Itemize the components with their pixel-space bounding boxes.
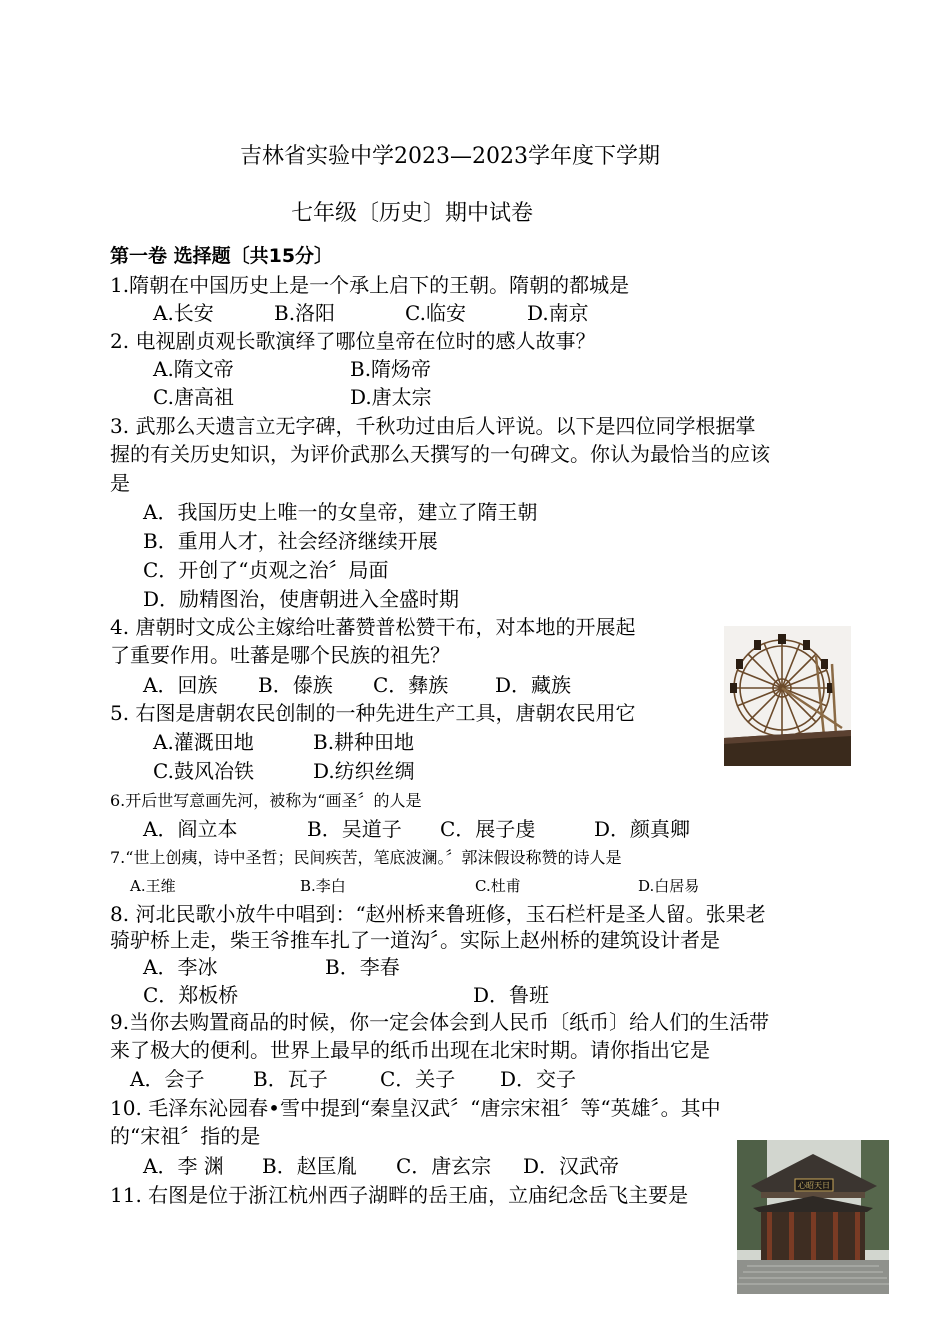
question-3-stem-line1: 3. 武那么天遗言立无字碑，千秋功过由后人评说。以下是四位同学根据掌 [110,414,756,438]
q3-option-a: A．我国历史上唯一的女皇帝，建立了隋王朝 [143,500,538,524]
exam-subtitle: 七年级〔历史〕期中试卷 [291,201,534,226]
q2-option-a: A.隋文帝 [153,357,234,381]
q3-option-b: B．重用人才，社会经济继续开展 [143,529,438,553]
q6-option-b: B．吴道子 [307,817,402,841]
q3-option-d: D．励精图治，使唐朝进入全盛时期 [143,587,460,611]
q2-option-d: D.唐太宗 [350,385,432,409]
q1-option-b: B.洛阳 [274,301,336,325]
question-9-stem-line2: 来了极大的便利。世界上最早的纸币出现在北宋时期。请你指出它是 [110,1038,710,1062]
q10-option-d: D．汉武帝 [523,1154,620,1178]
question-11-stem: 11. 右图是位于浙江杭州西子湖畔的岳王庙，立庙纪念岳飞主要是 [110,1183,689,1207]
question-8-stem-line2: 骑驴桥上走，柴王爷推车扎了一道沟〞。实际上赵州桥的建筑设计者是 [110,928,720,952]
section-heading: 第一卷 选择题〔共15分〕 [110,245,334,267]
q10-option-b: B．赵匡胤 [262,1154,357,1178]
q4-option-c: C．彝族 [373,673,449,697]
q6-option-d: D．颜真卿 [594,817,691,841]
q4-option-d: D．藏族 [495,673,572,697]
question-7-stem: 7.“世上创痍，诗中圣哲；民间疾苦，笔底波澜。〞郭沫假设称赞的诗人是 [110,848,622,867]
q1-option-d: D.南京 [527,301,589,325]
question-8-stem-line1: 8. 河北民歌小放牛中唱到：“赵州桥来鲁班修，玉石栏杆是圣人留。张果老 [110,902,766,926]
q9-option-b: B．瓦子 [253,1067,328,1091]
question-3-stem-line2: 握的有关历史知识，为评价武那么天撰写的一句碑文。你认为最恰当的应该 [110,442,770,466]
q3-option-c: C．开创了“贞观之治〞局面 [143,558,389,582]
question-4-stem-line1: 4. 唐朝时文成公主嫁给吐蕃赞普松赞干布，对本地的开展起 [110,615,636,639]
question-1-stem: 1.隋朝在中国历史上是一个承上启下的王朝。隋朝的都城是 [110,273,630,297]
svg-text:心昭天日: 心昭天日 [798,1181,830,1190]
q4-option-b: B．傣族 [258,673,333,697]
question-5-stem: 5. 右图是唐朝农民创制的一种先进生产工具，唐朝农民用它 [110,701,636,725]
q1-option-c: C.临安 [405,301,466,325]
question-2-stem: 2. 电视剧贞观长歌演绎了哪位皇帝在位时的感人故事？ [110,329,596,353]
q6-option-c: C．展子虔 [440,817,536,841]
q2-option-b: B.隋炀帝 [350,357,432,381]
question-10-stem-line1: 10. 毛泽东沁园春•雪中提到“秦皇汉武〞“唐宗宋祖〞等“英雄〞。其中 [110,1096,721,1120]
q5-option-a: A.灌溉田地 [153,730,254,754]
q10-option-a: A．李 渊 [143,1154,224,1178]
q9-option-a: A．会子 [130,1067,205,1091]
question-3-stem-line3: 是 [110,471,130,495]
question-4-stem-line2: 了重要作用。吐蕃是哪个民族的祖先？ [110,643,450,667]
waterwheel-image [724,626,851,766]
q7-option-a: A.王维 [130,877,176,895]
q1-option-a: A.长安 [153,301,214,325]
q8-option-b: B．李春 [325,955,400,979]
q9-option-d: D．交子 [500,1067,577,1091]
q5-option-b: B.耕种田地 [313,730,415,754]
q5-option-c: C.鼓风冶铁 [153,759,254,783]
question-6-stem: 6.开后世写意画先河，被称为“画圣〞的人是 [110,791,422,810]
temple-image [737,1140,889,1294]
q9-option-c: C．关子 [380,1067,456,1091]
q2-option-c: C.唐高祖 [153,385,234,409]
q7-option-b: B.李白 [300,877,346,895]
exam-title: 吉林省实验中学2023—2023学年度下学期 [240,144,660,169]
q8-option-c: C．郑板桥 [143,983,239,1007]
question-10-stem-line2: 的“宋祖〞指的是 [110,1124,261,1148]
q4-option-a: A．回族 [143,673,218,697]
q7-option-c: C.杜甫 [475,877,521,895]
question-9-stem-line1: 9.当你去购置商品的时候，你一定会体会到人民币〔纸币〕给人们的生活带 [110,1010,770,1034]
q8-option-a: A．李冰 [143,955,218,979]
q7-option-d: D.白居易 [638,877,700,895]
q10-option-c: C．唐玄宗 [396,1154,492,1178]
q8-option-d: D．鲁班 [473,983,550,1007]
q5-option-d: D.纺织丝绸 [313,759,415,783]
q6-option-a: A．阎立本 [143,817,238,841]
